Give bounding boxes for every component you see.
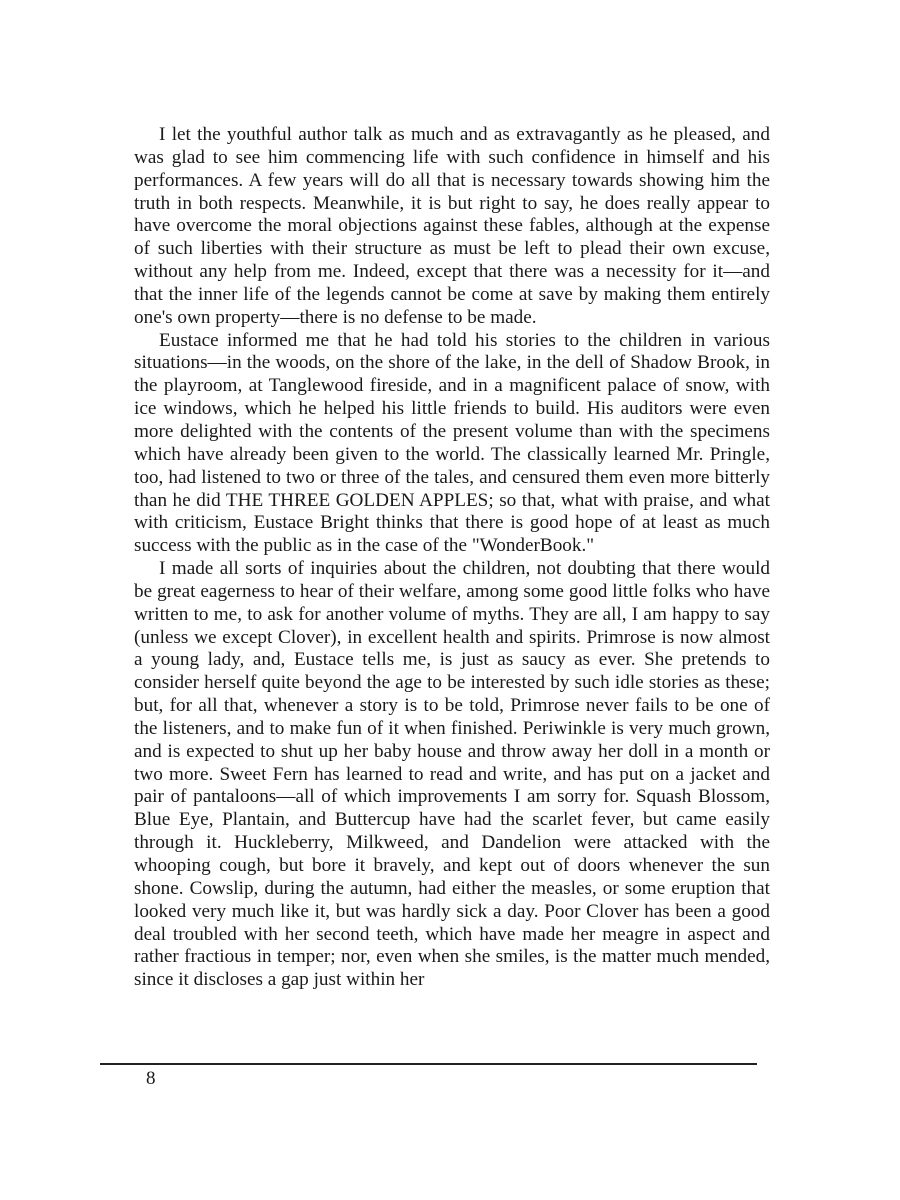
- footer-divider: [100, 1063, 757, 1065]
- paragraph-children-inquiries: I made all sorts of inquiries about the children, not doubting that there would be great eagerness to hear of their welfare, among some good little folks who have written to me, to ask for another volume of myths. They are all, I am happy to say (unless we except Clover), in excellent health and spirits. Primrose is now almost a young lady, and, Eustace tells me, is just as saucy as ever. She pretends to consider herself quite beyond the age to be interested by such idle stories as these; but, for all that, whenever a story is to be told, Primrose never fails to be one of the listeners, and to make fun of it when finished. Periwinkle is very much grown, and is expected to shut up her baby house and throw away her doll in a month or two more. Sweet Fern has learned to read and write, and has put on a jacket and pair of pantaloons—all of which improvements I am sorry for. Squash Blossom, Blue Eye, Plantain, and Buttercup have had the scarlet fever, but came easily through it. Huckleberry, Milkweed, and Dandelion were attacked with the whooping cough, but bore it bravely, and kept out of doors whenever the sun shone. Cowslip, during the autumn, had either the measles, or some eruption that looked very much like it, but was hardly sick a day. Poor Clover has been a good deal troubled with her second teeth, which have made her meagre in aspect and rather fractious in temper; nor, even when she smiles, is the matter much mended, since it discloses a gap just within her: [134, 558, 770, 991]
- paragraph-eustace-stories: Eustace informed me that he had told his stories to the children in various situations—in the woods, on the shore of the lake, in the dell of Shadow Brook, in the playroom, at Tanglewood fireside, and in a magnificent palace of snow, with ice windows, which he helped his little friends to build. His auditors were even more delighted with the contents of the present volume than with the specimens which have already been given to the world. The classically learned Mr. Pringle, too, had listened to two or three of the tales, and censured them even more bitterly than he did THE THREE GOLDEN APPLES; so that, what with praise, and what with criticism, Eustace Bright thinks that there is good hope of at least as much success with the public as in the case of the "WonderBook.": [134, 329, 770, 557]
- page-body-text: [134, 124, 770, 992]
- page-number: 8: [146, 1068, 156, 1089]
- paragraph-author-confidence: I let the youthful author talk as much and as extravagantly as he pleased, and was glad to see him commencing life with such confidence in himself and his performances. A few years will do all that is necessary towards showing him the truth in both respects. Meanwhile, it is but right to say, he does really appear to have overcome the moral objections against these fables, although at the expense of such liberties with their structure as must be left to plead their own excuse, without any help from me. Indeed, except that there was a necessity for it—and that the inner life of the legends cannot be come at save by making them entirely one's own property—there is no defense to be made.: [134, 124, 770, 328]
